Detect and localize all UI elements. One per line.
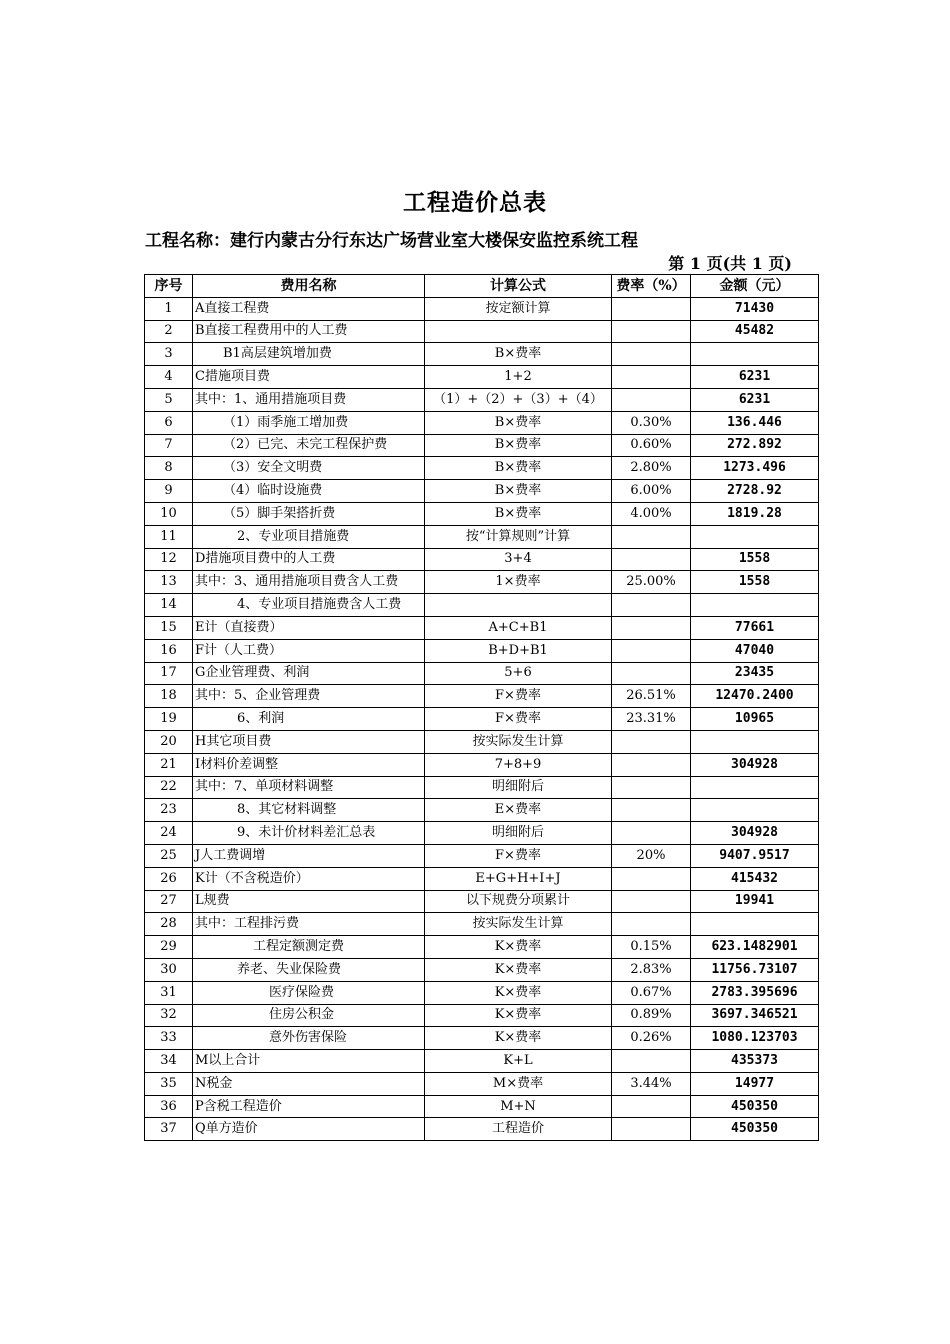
table-row [145,343,819,366]
row-amount [691,730,819,753]
row-name: A直接工程费 [193,297,425,320]
row-amount: 47040 [691,639,819,662]
row-name: 工程定额测定费 [193,936,425,959]
row-no: 15 [145,616,193,639]
row-amount [691,776,819,799]
row-amount: 450350 [691,1118,819,1141]
table-row [145,502,819,525]
row-rate [612,822,691,845]
row-name: 其中：工程排污费 [193,913,425,936]
row-formula: K×费率 [425,936,612,959]
table-row [145,958,819,981]
row-amount: 304928 [691,753,819,776]
row-no: 5 [145,388,193,411]
row-no: 35 [145,1072,193,1095]
row-formula: 按实际发生计算 [425,730,612,753]
table-row [145,388,819,411]
row-no: 7 [145,434,193,457]
row-name: N税金 [193,1072,425,1095]
row-amount: 415432 [691,867,819,890]
table-row [145,366,819,389]
row-amount [691,525,819,548]
row-rate: 3.44% [612,1072,691,1095]
row-name: 9、未计价材料差汇总表 [193,822,425,845]
row-formula: B×费率 [425,343,612,366]
row-amount [691,343,819,366]
row-no: 12 [145,548,193,571]
row-formula: 按“计算规则”计算 [425,525,612,548]
row-no: 4 [145,366,193,389]
row-rate: 0.67% [612,981,691,1004]
row-rate: 0.26% [612,1027,691,1050]
table-row [145,730,819,753]
row-name: 养老、失业保险费 [193,958,425,981]
row-amount: 14977 [691,1072,819,1095]
table-row [145,936,819,959]
row-amount: 435373 [691,1050,819,1073]
table-header-row [145,275,819,298]
row-formula: B×费率 [425,434,612,457]
row-formula: B+D+B1 [425,639,612,662]
row-no: 22 [145,776,193,799]
row-amount: 1819.28 [691,502,819,525]
row-amount: 1558 [691,571,819,594]
row-name: 4、专业项目措施费含人工费 [193,594,425,617]
row-rate [612,890,691,913]
row-name: B直接工程费用中的人工费 [193,320,425,343]
row-amount: 1273.496 [691,457,819,480]
row-no: 18 [145,685,193,708]
row-rate: 25.00% [612,571,691,594]
row-rate: 0.89% [612,1004,691,1027]
row-rate [612,776,691,799]
row-no: 25 [145,844,193,867]
row-name: Q单方造价 [193,1118,425,1141]
row-amount: 623.1482901 [691,936,819,959]
row-amount: 12470.2400 [691,685,819,708]
row-formula: F×费率 [425,685,612,708]
table-body [145,297,819,1140]
row-name: 意外伤害保险 [193,1027,425,1050]
row-rate [612,616,691,639]
row-rate: 6.00% [612,480,691,503]
row-name: 住房公积金 [193,1004,425,1027]
table-row [145,1004,819,1027]
row-formula: K+L [425,1050,612,1073]
table-row [145,913,819,936]
header-amount: 金额（元） [691,275,819,298]
row-formula: M+N [425,1095,612,1118]
table-row [145,662,819,685]
row-rate: 23.31% [612,708,691,731]
row-no: 20 [145,730,193,753]
row-formula: M×费率 [425,1072,612,1095]
row-name: D措施项目费中的人工费 [193,548,425,571]
row-no: 31 [145,981,193,1004]
row-no: 11 [145,525,193,548]
row-amount [691,913,819,936]
row-formula: 1×费率 [425,571,612,594]
row-name: 其中：5、企业管理费 [193,685,425,708]
row-no: 14 [145,594,193,617]
row-no: 32 [145,1004,193,1027]
row-name: M以上合计 [193,1050,425,1073]
row-amount: 19941 [691,890,819,913]
row-formula: 5+6 [425,662,612,685]
row-rate [612,320,691,343]
row-rate [612,366,691,389]
row-rate [612,1118,691,1141]
row-no: 34 [145,1050,193,1073]
row-name: 其中：1、通用措施项目费 [193,388,425,411]
row-formula: K×费率 [425,981,612,1004]
row-amount [691,799,819,822]
row-name: E计（直接费） [193,616,425,639]
row-rate: 20% [612,844,691,867]
table-row [145,639,819,662]
table-row [145,822,819,845]
row-name: （4）临时设施费 [193,480,425,503]
row-no: 8 [145,457,193,480]
row-no: 26 [145,867,193,890]
row-amount: 136.446 [691,411,819,434]
row-name: 2、专业项目措施费 [193,525,425,548]
row-formula: E×费率 [425,799,612,822]
row-formula [425,320,612,343]
table-row [145,867,819,890]
row-name: H其它项目费 [193,730,425,753]
row-amount: 3697.346521 [691,1004,819,1027]
row-name: 6、利润 [193,708,425,731]
row-amount: 1080.123703 [691,1027,819,1050]
row-amount: 9407.9517 [691,844,819,867]
row-name: F计（人工费） [193,639,425,662]
table-row [145,753,819,776]
table-row [145,480,819,503]
row-amount: 23435 [691,662,819,685]
row-formula: K×费率 [425,1027,612,1050]
table-row [145,890,819,913]
row-name: I材料价差调整 [193,753,425,776]
row-formula: B×费率 [425,411,612,434]
row-name: 医疗保险费 [193,981,425,1004]
table-row [145,297,819,320]
row-rate [612,753,691,776]
page-number: 第 1 页(共 1 页) [668,254,792,273]
row-formula: B×费率 [425,457,612,480]
row-amount: 272.892 [691,434,819,457]
row-amount: 304928 [691,822,819,845]
row-formula: 以下规费分项累计 [425,890,612,913]
row-amount [691,594,819,617]
row-formula: 按实际发生计算 [425,913,612,936]
row-formula: K×费率 [425,1004,612,1027]
row-amount: 2728.92 [691,480,819,503]
row-no: 17 [145,662,193,685]
row-no: 33 [145,1027,193,1050]
table-row [145,776,819,799]
row-no: 10 [145,502,193,525]
row-rate [612,594,691,617]
row-rate [612,867,691,890]
row-formula: F×费率 [425,708,612,731]
row-no: 1 [145,297,193,320]
row-no: 37 [145,1118,193,1141]
row-no: 30 [145,958,193,981]
row-rate: 0.60% [612,434,691,457]
row-formula: 7+8+9 [425,753,612,776]
row-amount: 450350 [691,1095,819,1118]
row-name: B1高层建筑增加费 [193,343,425,366]
row-name: G企业管理费、利润 [193,662,425,685]
row-no: 16 [145,639,193,662]
row-no: 6 [145,411,193,434]
table-row [145,594,819,617]
row-amount: 2783.395696 [691,981,819,1004]
row-no: 27 [145,890,193,913]
row-rate [612,548,691,571]
table-row [145,411,819,434]
header-no: 序号 [145,275,193,298]
table-row [145,571,819,594]
row-amount: 6231 [691,366,819,389]
row-amount: 11756.73107 [691,958,819,981]
table-row [145,1118,819,1141]
row-no: 24 [145,822,193,845]
row-name: K计（不含税造价） [193,867,425,890]
row-amount: 1558 [691,548,819,571]
row-name: 其中：3、通用措施项目费含人工费 [193,571,425,594]
row-amount: 10965 [691,708,819,731]
row-name: 8、其它材料调整 [193,799,425,822]
row-rate: 0.30% [612,411,691,434]
row-rate [612,799,691,822]
row-rate: 0.15% [612,936,691,959]
header-formula: 计算公式 [425,275,612,298]
row-formula: B×费率 [425,502,612,525]
row-no: 23 [145,799,193,822]
row-rate [612,1095,691,1118]
row-name: 其中：7、单项材料调整 [193,776,425,799]
row-formula: A+C+B1 [425,616,612,639]
table-row [145,981,819,1004]
cost-summary-table [144,274,819,1141]
table-row [145,548,819,571]
table-row [145,844,819,867]
row-rate: 2.80% [612,457,691,480]
row-no: 28 [145,913,193,936]
row-rate: 2.83% [612,958,691,981]
table-row [145,1072,819,1095]
table-row [145,708,819,731]
row-no: 36 [145,1095,193,1118]
row-rate [612,1050,691,1073]
row-rate [612,730,691,753]
row-no: 13 [145,571,193,594]
row-rate [612,388,691,411]
table-row [145,616,819,639]
row-formula: 按定额计算 [425,297,612,320]
row-rate [612,343,691,366]
row-amount: 77661 [691,616,819,639]
row-amount: 71430 [691,297,819,320]
row-formula: 1+2 [425,366,612,389]
row-no: 9 [145,480,193,503]
row-formula: E+G+H+I+J [425,867,612,890]
row-formula: B×费率 [425,480,612,503]
row-formula: K×费率 [425,958,612,981]
row-name: P含税工程造价 [193,1095,425,1118]
row-name: （5）脚手架搭折费 [193,502,425,525]
row-amount: 45482 [691,320,819,343]
table-row [145,685,819,708]
row-no: 19 [145,708,193,731]
row-rate [612,297,691,320]
row-formula: （1）+（2）+（3）+（4） [425,388,612,411]
row-formula: 明细附后 [425,776,612,799]
row-formula: F×费率 [425,844,612,867]
table-row [145,457,819,480]
table-row [145,1095,819,1118]
row-no: 21 [145,753,193,776]
row-formula: 3+4 [425,548,612,571]
row-no: 2 [145,320,193,343]
row-name: （3）安全文明费 [193,457,425,480]
table-row [145,525,819,548]
row-name: （2）已完、未完工程保护费 [193,434,425,457]
row-no: 3 [145,343,193,366]
row-rate [612,525,691,548]
row-rate [612,662,691,685]
table-row [145,1050,819,1073]
row-rate: 4.00% [612,502,691,525]
row-formula: 明细附后 [425,822,612,845]
row-name: L规费 [193,890,425,913]
row-amount: 6231 [691,388,819,411]
row-rate [612,639,691,662]
header-name: 费用名称 [193,275,425,298]
row-formula [425,594,612,617]
table-row [145,1027,819,1050]
table-row [145,799,819,822]
row-rate: 26.51% [612,685,691,708]
table-row [145,320,819,343]
row-name: （1）雨季施工增加费 [193,411,425,434]
row-no: 29 [145,936,193,959]
row-rate [612,913,691,936]
header-rate: 费率（%） [612,275,691,298]
row-name: C措施项目费 [193,366,425,389]
table-row [145,434,819,457]
project-name: 工程名称：建行内蒙古分行东达广场营业室大楼保安监控系统工程 [145,231,638,251]
page-title: 工程造价总表 [403,189,547,216]
row-name: J人工费调增 [193,844,425,867]
row-formula: 工程造价 [425,1118,612,1141]
